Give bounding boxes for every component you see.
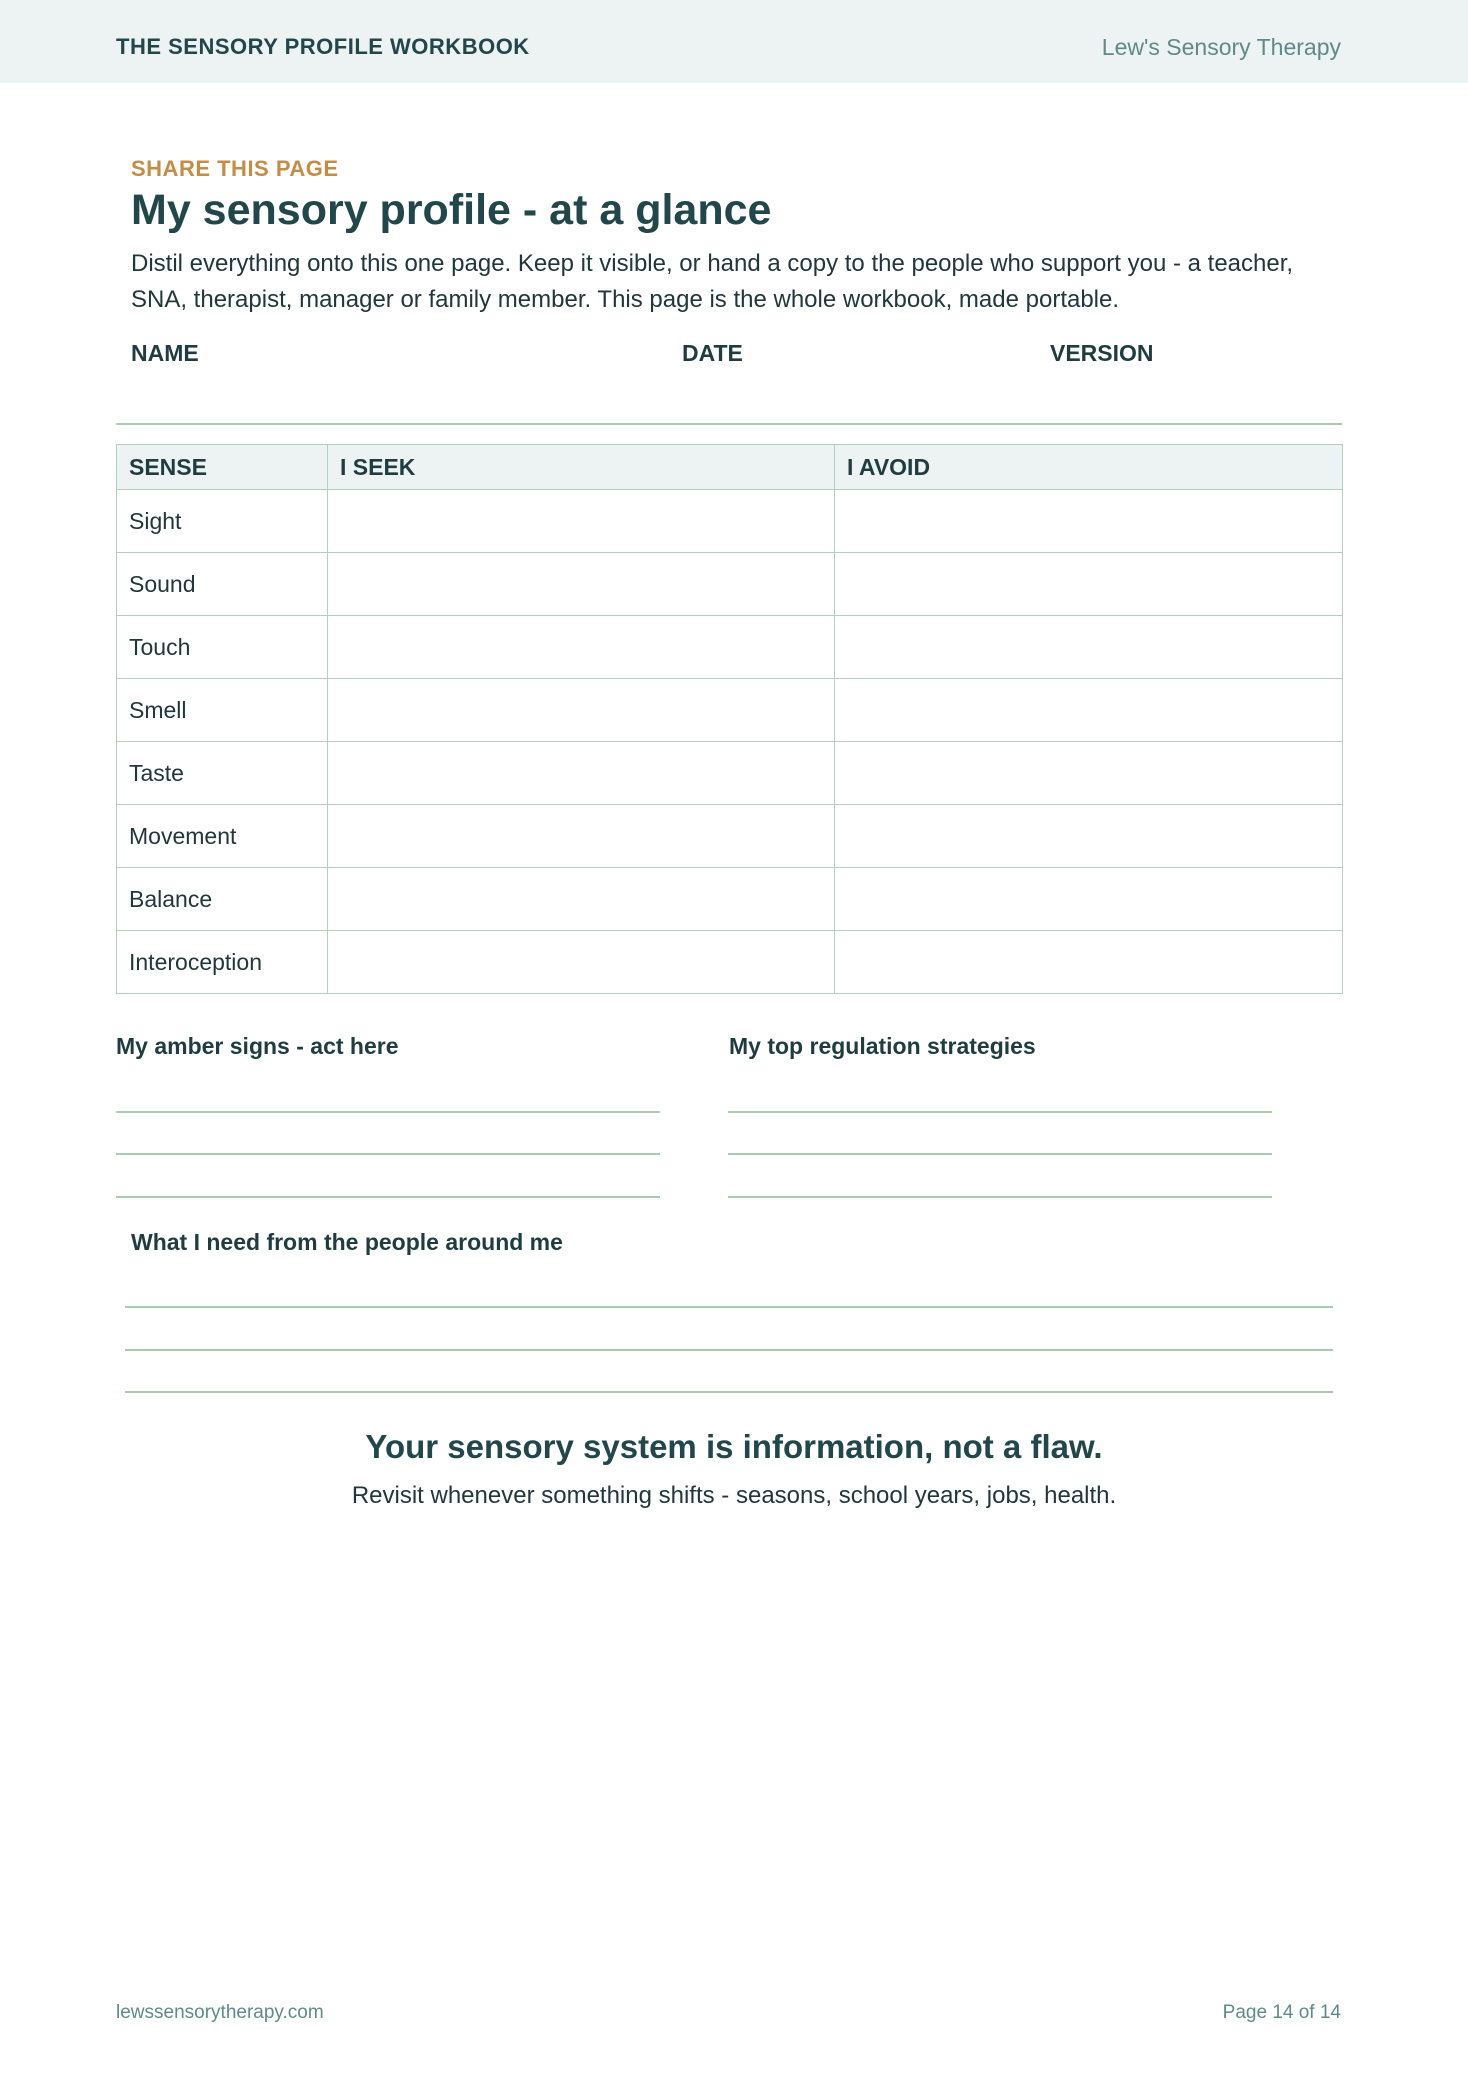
seek-cell[interactable] xyxy=(328,805,835,868)
column-header-seek: I SEEK xyxy=(328,445,835,490)
table-row xyxy=(117,868,1343,931)
needs-line-2[interactable] xyxy=(125,1349,1333,1351)
name-date-version-line[interactable] xyxy=(116,423,1342,425)
table-row xyxy=(117,805,1343,868)
sense-cell: Sound xyxy=(117,553,328,616)
table-row xyxy=(117,679,1343,742)
sense-cell: Balance xyxy=(117,868,328,931)
version-label: VERSION xyxy=(1050,340,1154,366)
seek-cell[interactable] xyxy=(328,679,835,742)
amber-signs-heading: My amber signs - act here xyxy=(116,1033,399,1059)
table-row xyxy=(117,490,1343,553)
page-title: My sensory profile - at a glance xyxy=(131,186,772,234)
amber-signs-line-2[interactable] xyxy=(116,1153,660,1155)
sense-cell: Interoception xyxy=(117,931,328,994)
sensory-profile-table xyxy=(116,444,1343,994)
seek-cell[interactable] xyxy=(328,931,835,994)
table-row xyxy=(117,616,1343,679)
table-row xyxy=(117,742,1343,805)
avoid-cell[interactable] xyxy=(835,679,1343,742)
column-header-avoid: I AVOID xyxy=(835,445,1343,490)
avoid-cell[interactable] xyxy=(835,490,1343,553)
footer-page-number: Page 14 of 14 xyxy=(1222,2002,1341,2023)
amber-signs-line-3[interactable] xyxy=(116,1196,660,1198)
amber-signs-line-1[interactable] xyxy=(116,1111,660,1113)
name-label: NAME xyxy=(131,340,199,366)
section-kicker: SHARE THIS PAGE xyxy=(131,156,339,181)
avoid-cell[interactable] xyxy=(835,868,1343,931)
footer-website: lewssensorytherapy.com xyxy=(116,2002,324,2023)
table-header-row xyxy=(117,445,1343,490)
avoid-cell[interactable] xyxy=(835,805,1343,868)
intro-paragraph: Distil everything onto this one page. Keep it visible, or hand a copy to the people who support you - a teacher, SNA, therapist, manager or family member. This page is the whole workbook, made portable. xyxy=(131,250,1294,313)
seek-cell[interactable] xyxy=(328,616,835,679)
closing-subline: Revisit whenever something shifts - seasons, school years, jobs, health. xyxy=(351,1482,1117,1509)
table-row xyxy=(117,931,1343,994)
seek-cell[interactable] xyxy=(328,868,835,931)
avoid-cell[interactable] xyxy=(835,931,1343,994)
needs-line-1[interactable] xyxy=(125,1306,1333,1308)
avoid-cell[interactable] xyxy=(835,553,1343,616)
regulation-line-1[interactable] xyxy=(728,1111,1272,1113)
seek-cell[interactable] xyxy=(328,490,835,553)
sense-cell: Smell xyxy=(117,679,328,742)
needs-heading: What I need from the people around me xyxy=(131,1229,563,1255)
regulation-strategies-heading: My top regulation strategies xyxy=(729,1033,1036,1059)
avoid-cell[interactable] xyxy=(835,742,1343,805)
column-header-sense: SENSE xyxy=(117,445,328,490)
avoid-cell[interactable] xyxy=(835,616,1343,679)
table-row xyxy=(117,553,1343,616)
sense-cell: Movement xyxy=(117,805,328,868)
company-name: Lew's Sensory Therapy xyxy=(1101,34,1341,60)
closing-tagline: Your sensory system is information, not a flaw. xyxy=(365,1428,1103,1465)
sense-cell: Taste xyxy=(117,742,328,805)
regulation-line-3[interactable] xyxy=(728,1196,1272,1198)
seek-cell[interactable] xyxy=(328,553,835,616)
date-label: DATE xyxy=(682,340,743,366)
sense-cell: Touch xyxy=(117,616,328,679)
workbook-title: THE SENSORY PROFILE WORKBOOK xyxy=(116,34,530,59)
sense-cell: Sight xyxy=(117,490,328,553)
regulation-line-2[interactable] xyxy=(728,1153,1272,1155)
page-header xyxy=(0,0,1468,83)
needs-line-3[interactable] xyxy=(125,1391,1333,1393)
seek-cell[interactable] xyxy=(328,742,835,805)
